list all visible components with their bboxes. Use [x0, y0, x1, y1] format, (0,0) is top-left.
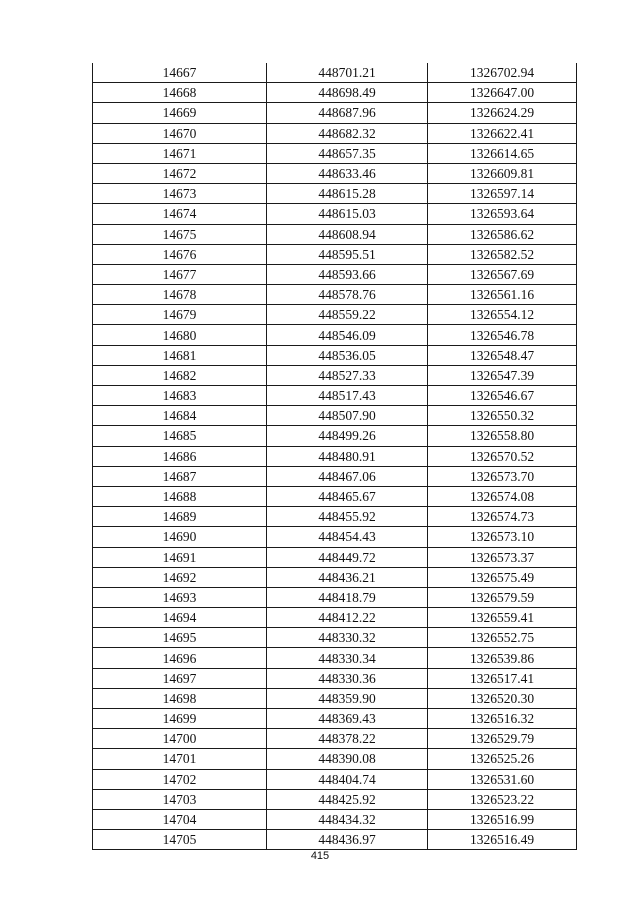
table-row — [93, 285, 577, 305]
table-row — [93, 325, 577, 345]
x-coordinate-cell: 448434.32 — [267, 809, 428, 829]
point-id-cell: 14688 — [93, 486, 267, 506]
y-coordinate-cell: 1326593.64 — [428, 204, 577, 224]
y-coordinate-cell: 1326586.62 — [428, 224, 577, 244]
point-id-cell: 14668 — [93, 83, 267, 103]
x-coordinate-cell: 448595.51 — [267, 244, 428, 264]
x-coordinate-cell: 448682.32 — [267, 123, 428, 143]
point-id-cell: 14703 — [93, 789, 267, 809]
x-coordinate-cell: 448593.66 — [267, 264, 428, 284]
point-id-cell: 14693 — [93, 587, 267, 607]
y-coordinate-cell: 1326548.47 — [428, 345, 577, 365]
table-row — [93, 345, 577, 365]
y-coordinate-cell: 1326516.99 — [428, 809, 577, 829]
y-coordinate-cell: 1326702.94 — [428, 63, 577, 83]
y-coordinate-cell: 1326529.79 — [428, 729, 577, 749]
y-coordinate-cell: 1326573.10 — [428, 527, 577, 547]
point-id-cell: 14686 — [93, 446, 267, 466]
table-row — [93, 547, 577, 567]
table-row — [93, 527, 577, 547]
point-id-cell: 14696 — [93, 648, 267, 668]
point-id-cell: 14690 — [93, 527, 267, 547]
page-number: 415 — [310, 850, 330, 862]
y-coordinate-cell: 1326550.32 — [428, 406, 577, 426]
y-coordinate-cell: 1326561.16 — [428, 285, 577, 305]
table-row — [93, 648, 577, 668]
table-row — [93, 123, 577, 143]
x-coordinate-cell: 448698.49 — [267, 83, 428, 103]
y-coordinate-cell: 1326579.59 — [428, 587, 577, 607]
table-row — [93, 628, 577, 648]
x-coordinate-cell: 448657.35 — [267, 143, 428, 163]
y-coordinate-cell: 1326574.08 — [428, 486, 577, 506]
point-id-cell: 14701 — [93, 749, 267, 769]
point-id-cell: 14667 — [93, 63, 267, 83]
point-id-cell: 14685 — [93, 426, 267, 446]
x-coordinate-cell: 448359.90 — [267, 688, 428, 708]
table-row — [93, 406, 577, 426]
table-row — [93, 749, 577, 769]
x-coordinate-cell: 448467.06 — [267, 466, 428, 486]
x-coordinate-cell: 448330.34 — [267, 648, 428, 668]
table-row — [93, 305, 577, 325]
y-coordinate-cell: 1326531.60 — [428, 769, 577, 789]
x-coordinate-cell: 448507.90 — [267, 406, 428, 426]
table-row — [93, 386, 577, 406]
table-row — [93, 244, 577, 264]
x-coordinate-cell: 448559.22 — [267, 305, 428, 325]
y-coordinate-cell: 1326582.52 — [428, 244, 577, 264]
table-row — [93, 709, 577, 729]
table-row — [93, 608, 577, 628]
y-coordinate-cell: 1326525.26 — [428, 749, 577, 769]
y-coordinate-cell: 1326570.52 — [428, 446, 577, 466]
x-coordinate-cell: 448425.92 — [267, 789, 428, 809]
point-id-cell: 14670 — [93, 123, 267, 143]
point-id-cell: 14672 — [93, 163, 267, 183]
x-coordinate-cell: 448436.21 — [267, 567, 428, 587]
table-row — [93, 163, 577, 183]
y-coordinate-cell: 1326516.32 — [428, 709, 577, 729]
table-row — [93, 830, 577, 850]
coordinates-table — [92, 63, 577, 850]
y-coordinate-cell: 1326546.78 — [428, 325, 577, 345]
point-id-cell: 14676 — [93, 244, 267, 264]
y-coordinate-cell: 1326558.80 — [428, 426, 577, 446]
table-row — [93, 809, 577, 829]
y-coordinate-cell: 1326647.00 — [428, 83, 577, 103]
table-row — [93, 184, 577, 204]
y-coordinate-cell: 1326622.41 — [428, 123, 577, 143]
x-coordinate-cell: 448330.36 — [267, 668, 428, 688]
y-coordinate-cell: 1326567.69 — [428, 264, 577, 284]
y-coordinate-cell: 1326574.73 — [428, 507, 577, 527]
x-coordinate-cell: 448536.05 — [267, 345, 428, 365]
table-row — [93, 204, 577, 224]
point-id-cell: 14691 — [93, 547, 267, 567]
y-coordinate-cell: 1326552.75 — [428, 628, 577, 648]
y-coordinate-cell: 1326575.49 — [428, 567, 577, 587]
x-coordinate-cell: 448615.03 — [267, 204, 428, 224]
point-id-cell: 14700 — [93, 729, 267, 749]
y-coordinate-cell: 1326624.29 — [428, 103, 577, 123]
table-row — [93, 426, 577, 446]
y-coordinate-cell: 1326609.81 — [428, 163, 577, 183]
table-row — [93, 587, 577, 607]
point-id-cell: 14677 — [93, 264, 267, 284]
point-id-cell: 14682 — [93, 365, 267, 385]
table-row — [93, 103, 577, 123]
point-id-cell: 14705 — [93, 830, 267, 850]
point-id-cell: 14702 — [93, 769, 267, 789]
x-coordinate-cell: 448578.76 — [267, 285, 428, 305]
point-id-cell: 14673 — [93, 184, 267, 204]
table-row — [93, 507, 577, 527]
point-id-cell: 14669 — [93, 103, 267, 123]
table-row — [93, 264, 577, 284]
table-row — [93, 446, 577, 466]
x-coordinate-cell: 448499.26 — [267, 426, 428, 446]
x-coordinate-cell: 448633.46 — [267, 163, 428, 183]
y-coordinate-cell: 1326523.22 — [428, 789, 577, 809]
table-row — [93, 668, 577, 688]
x-coordinate-cell: 448615.28 — [267, 184, 428, 204]
x-coordinate-cell: 448436.97 — [267, 830, 428, 850]
point-id-cell: 14679 — [93, 305, 267, 325]
x-coordinate-cell: 448546.09 — [267, 325, 428, 345]
point-id-cell: 14689 — [93, 507, 267, 527]
table-row — [93, 486, 577, 506]
point-id-cell: 14687 — [93, 466, 267, 486]
table-row — [93, 688, 577, 708]
x-coordinate-cell: 448390.08 — [267, 749, 428, 769]
point-id-cell: 14695 — [93, 628, 267, 648]
y-coordinate-cell: 1326573.37 — [428, 547, 577, 567]
x-coordinate-cell: 448527.33 — [267, 365, 428, 385]
table-row — [93, 729, 577, 749]
y-coordinate-cell: 1326597.14 — [428, 184, 577, 204]
y-coordinate-cell: 1326559.41 — [428, 608, 577, 628]
x-coordinate-cell: 448330.32 — [267, 628, 428, 648]
y-coordinate-cell: 1326517.41 — [428, 668, 577, 688]
x-coordinate-cell: 448465.67 — [267, 486, 428, 506]
point-id-cell: 14697 — [93, 668, 267, 688]
point-id-cell: 14675 — [93, 224, 267, 244]
x-coordinate-cell: 448608.94 — [267, 224, 428, 244]
x-coordinate-cell: 448455.92 — [267, 507, 428, 527]
point-id-cell: 14678 — [93, 285, 267, 305]
point-id-cell: 14684 — [93, 406, 267, 426]
point-id-cell: 14683 — [93, 386, 267, 406]
point-id-cell: 14671 — [93, 143, 267, 163]
table-row — [93, 143, 577, 163]
point-id-cell: 14704 — [93, 809, 267, 829]
x-coordinate-cell: 448517.43 — [267, 386, 428, 406]
y-coordinate-cell: 1326554.12 — [428, 305, 577, 325]
x-coordinate-cell: 448480.91 — [267, 446, 428, 466]
x-coordinate-cell: 448369.43 — [267, 709, 428, 729]
y-coordinate-cell: 1326573.70 — [428, 466, 577, 486]
x-coordinate-cell: 448412.22 — [267, 608, 428, 628]
y-coordinate-cell: 1326614.65 — [428, 143, 577, 163]
x-coordinate-cell: 448378.22 — [267, 729, 428, 749]
point-id-cell: 14699 — [93, 709, 267, 729]
table-row — [93, 365, 577, 385]
point-id-cell: 14680 — [93, 325, 267, 345]
y-coordinate-cell: 1326539.86 — [428, 648, 577, 668]
point-id-cell: 14681 — [93, 345, 267, 365]
y-coordinate-cell: 1326546.67 — [428, 386, 577, 406]
point-id-cell: 14692 — [93, 567, 267, 587]
point-id-cell: 14694 — [93, 608, 267, 628]
coordinates-table-body — [93, 63, 577, 850]
y-coordinate-cell: 1326516.49 — [428, 830, 577, 850]
table-row — [93, 224, 577, 244]
y-coordinate-cell: 1326520.30 — [428, 688, 577, 708]
y-coordinate-cell: 1326547.39 — [428, 365, 577, 385]
point-id-cell: 14674 — [93, 204, 267, 224]
table-row — [93, 63, 577, 83]
table-row — [93, 769, 577, 789]
x-coordinate-cell: 448404.74 — [267, 769, 428, 789]
x-coordinate-cell: 448701.21 — [267, 63, 428, 83]
table-row — [93, 567, 577, 587]
table-row — [93, 83, 577, 103]
point-id-cell: 14698 — [93, 688, 267, 708]
table-row — [93, 466, 577, 486]
x-coordinate-cell: 448454.43 — [267, 527, 428, 547]
x-coordinate-cell: 448418.79 — [267, 587, 428, 607]
x-coordinate-cell: 448449.72 — [267, 547, 428, 567]
table-row — [93, 789, 577, 809]
x-coordinate-cell: 448687.96 — [267, 103, 428, 123]
